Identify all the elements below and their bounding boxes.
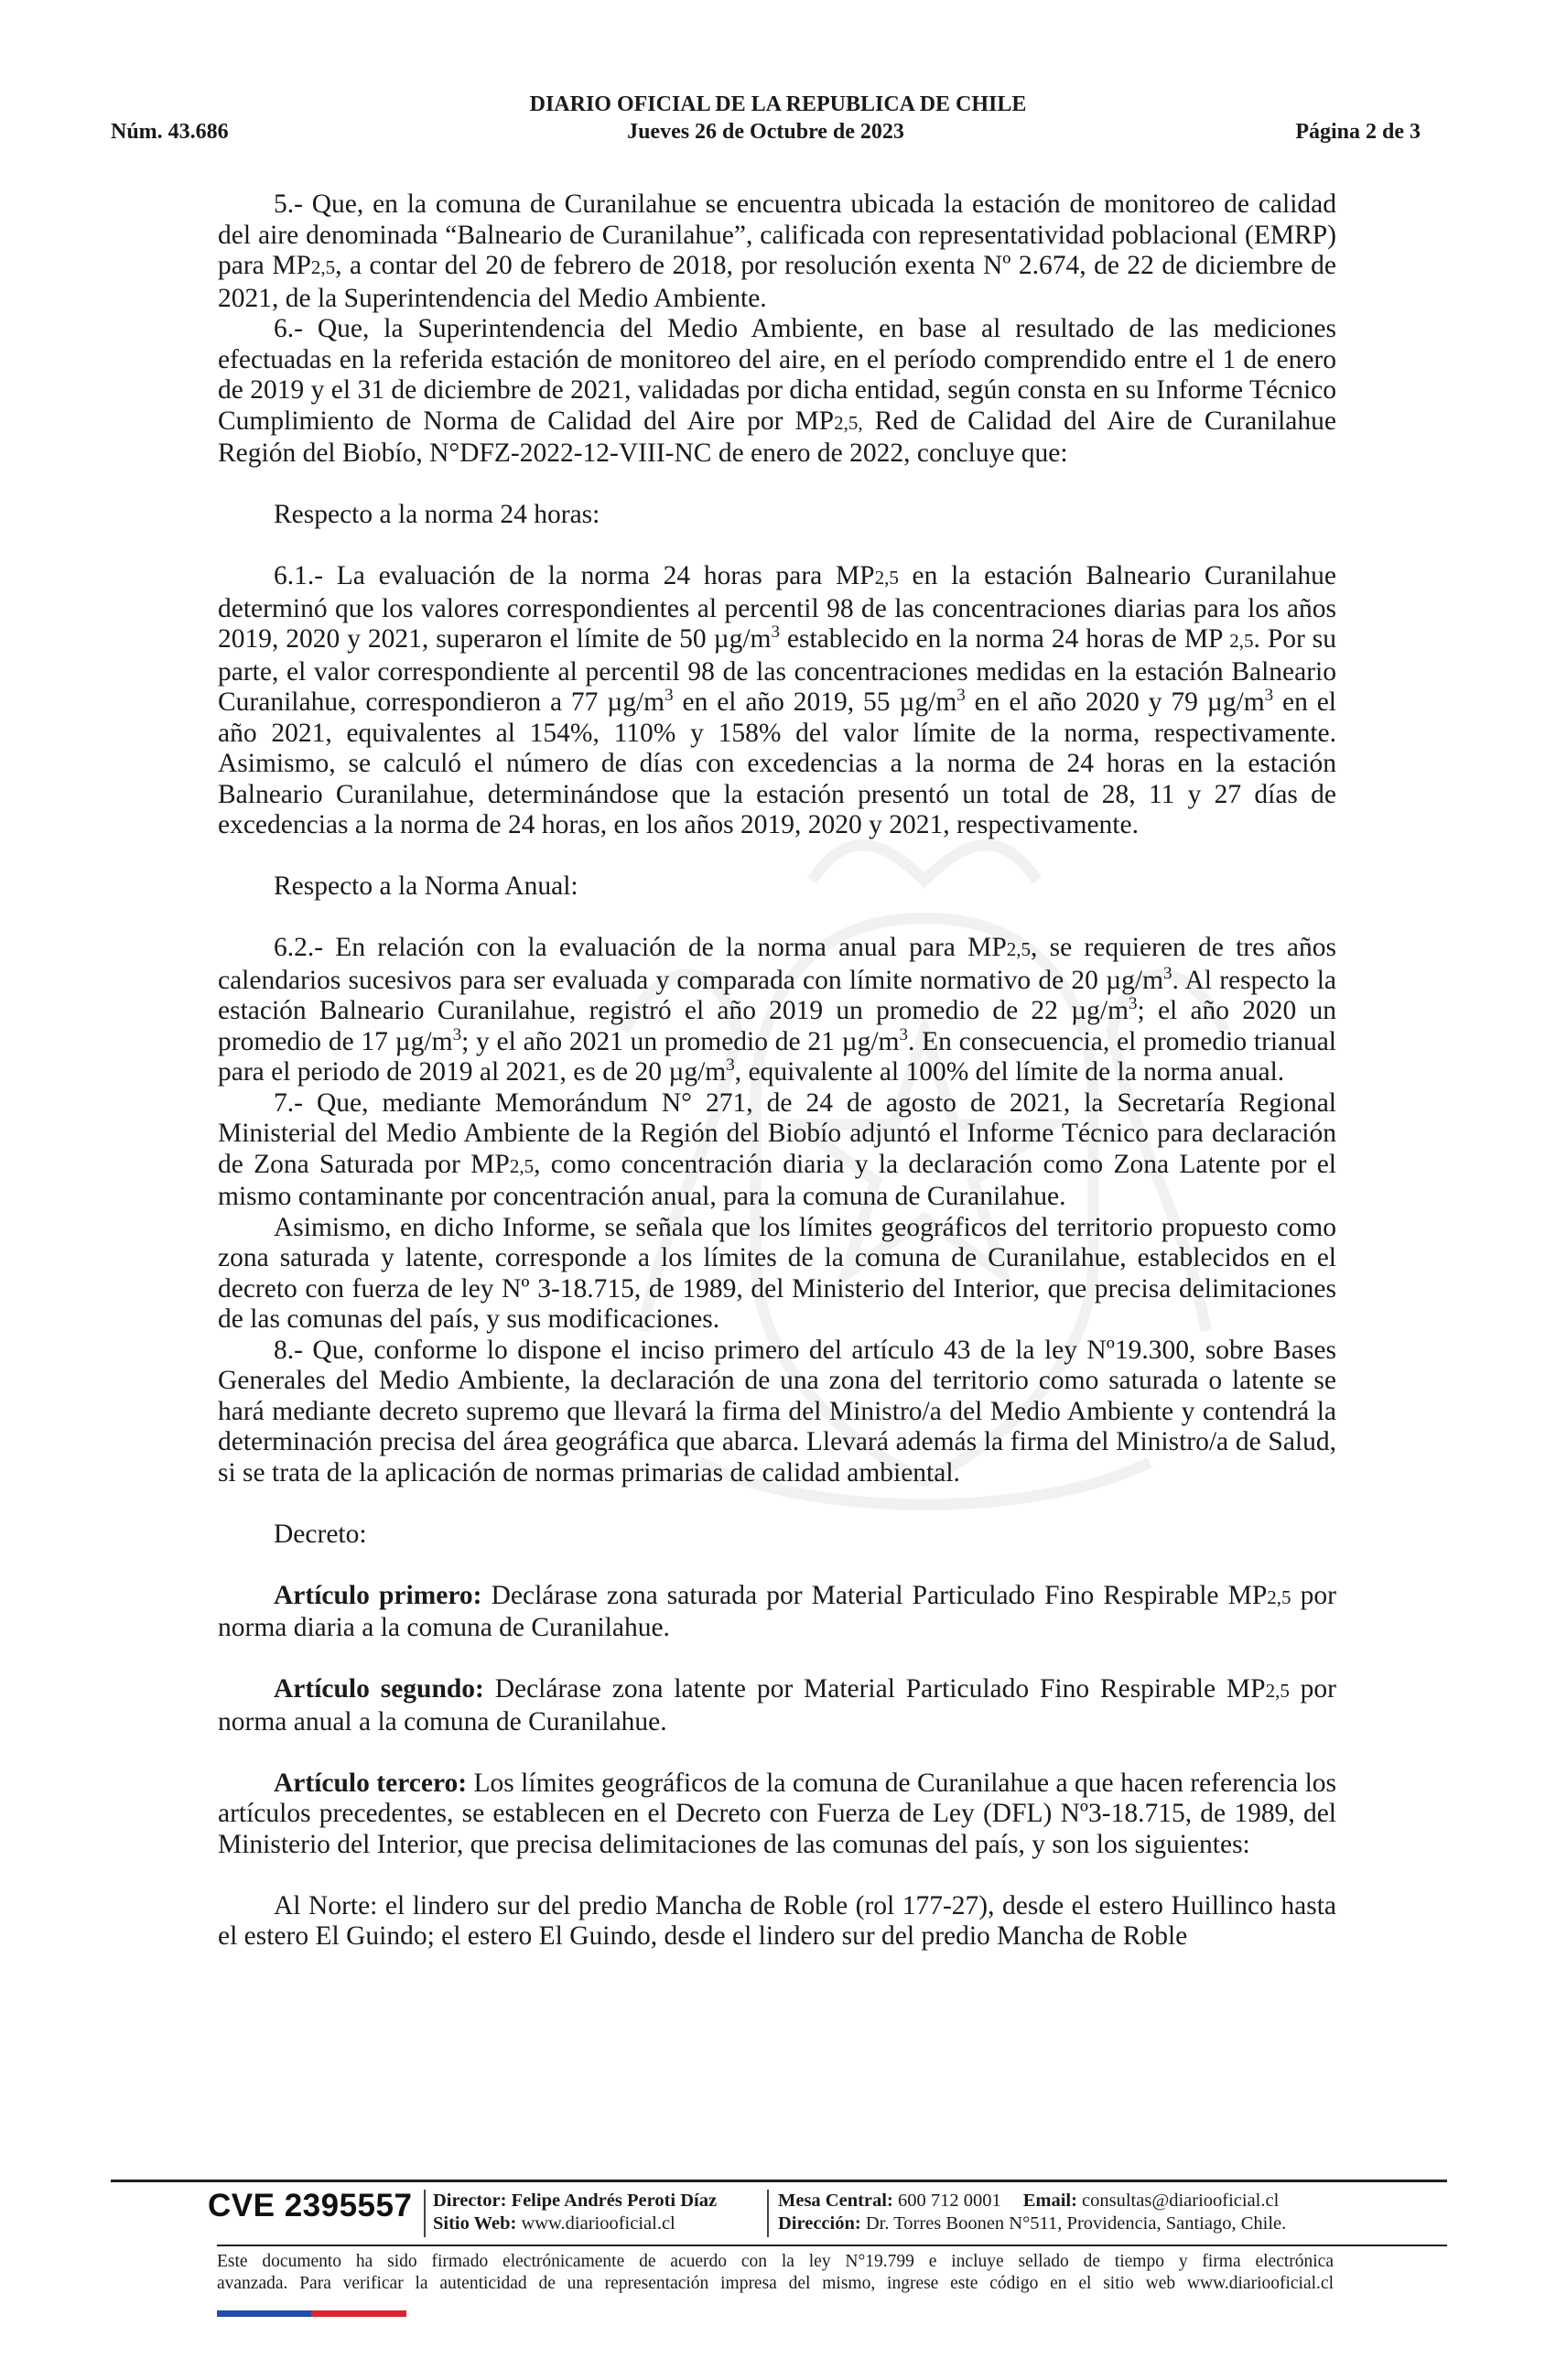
header-row xyxy=(111,120,1421,147)
email-link[interactable]: consultas@diariooficial.cl xyxy=(1082,2191,1280,2211)
articulo-tercero: Artículo tercero: Los límites geográficos de la comuna de Curanilahue a que hacen referencia los artículos precedentes, se establecen en el Decreto con Fuerza de Ley (DFL) Nº3-18.715, de 1989, del Ministerio del Interior, que precisa delimitaciones de las comunas del país, y son los siguientes: xyxy=(218,1768,1336,1859)
page-indicator: Página 2 de 3 xyxy=(1295,120,1421,144)
footer-bottom-rule xyxy=(217,2245,1447,2246)
document-body xyxy=(218,189,1336,1953)
limite-norte: Al Norte: el lindero sur del predio Mancha de Roble (rol 177-27), desde el estero Huillinco hasta el estero El Guindo; el estero El Guindo, desde el lindero sur del predio Mancha de Roble xyxy=(218,1890,1336,1951)
cve-code: CVE 2395557 xyxy=(208,2188,413,2223)
director-name: Felipe Andrés Peroti Díaz xyxy=(511,2191,718,2211)
paragraph-7: 7.- Que, mediante Memorándum N° 271, de 24 de agosto de 2021, la Secretaría Regional Ministerial del Medio Ambiente de la Región del Biobío adjuntó el Informe Técnico para declaración de Zona Saturada por MP2,5, como concentración diaria y la declaración como Zona Latente por el mismo contaminante por concentración anual, para la comuna de Curanilahue. xyxy=(218,1087,1336,1211)
paragraph-5: 5.- Que, en la comuna de Curanilahue se encuentra ubicada la estación de monitoreo de calidad del aire denominada “Balneario de Curanilahue”, calificada con representatividad poblacional (EMRP) para MP2,5, a contar del 20 de febrero de 2018, por resolución exenta Nº 2.674, de 22 de diciembre de 2021, de la Superintendencia del Medio Ambiente. xyxy=(218,189,1336,313)
paragraph-7-asimismo: Asimismo, en dicho Informe, se señala que los límites geográficos del territorio propuesto como zona saturada y latente, corresponde a los límites de la comuna de Curanilahue, establecidos en el decreto con fuerza de ley Nº 3-18.715, de 1989, del Ministerio del Interior, que precisa delimitaciones de las comunas del país, y sus modificaciones. xyxy=(218,1212,1336,1334)
issue-date: Jueves 26 de Octubre de 2023 xyxy=(627,120,904,144)
footer-legal-notice: Este documento ha sido firmado electrónicamente de acuerdo con la ley N°19.799 e incluye sellado de tiempo y firma electrónica avanzada. Para verificar la autenticidad de una representación impresa del mismo, ingrese este código en el sitio web www.diariooficial.cl xyxy=(217,2252,1334,2293)
footer-director-block: Director: Felipe Andrés Peroti Díaz Sitio Web: www.diariooficial.cl xyxy=(424,2190,717,2237)
website-link[interactable]: www.diariooficial.cl xyxy=(521,2213,675,2234)
phone-number: 600 712 0001 xyxy=(897,2191,1001,2211)
chile-flag-stripe xyxy=(217,2310,406,2317)
gazette-title: DIARIO OFICIAL DE LA REPUBLICA DE CHILE xyxy=(529,92,1027,116)
articulo-segundo: Artículo segundo: Declárase zona latente por Material Particulado Fino Respirable MP2,5 por norma anual a la comuna de Curanilahue. xyxy=(218,1674,1337,1736)
paragraph-8: 8.- Que, conforme lo dispone el inciso primero del artículo 43 de la ley Nº19.300, sobre Bases Generales del Medio Ambiente, la declaración de una zona del territorio como saturada o latente se hará mediante decreto supremo que llevará la firma del Ministro/a del Medio Ambiente y contendrá la determinación precisa del área geográfica que abarca. Llevará además la firma del Ministro/a de Salud, si se trata de la aplicación de normas primarias de calidad ambiental. xyxy=(218,1335,1336,1488)
footer-top-rule xyxy=(111,2180,1447,2182)
footer-contact-block: Mesa Central: 600 712 0001 Email: consultas@diariooficial.cl Dirección: Dr. Torres Boonen N°511, Providencia, Santiago, Chile. xyxy=(767,2190,1286,2237)
paragraph-6-2: 6.2.- En relación con la evaluación de la norma anual para MP2,5, se requieren de tres años calendarios sucesivos para ser evaluada y comparada con límite normativo de 20 $\mu g/m^3$. Al respecto la estación Balneario Curanilahue, registró el año 2019 un promedio de 22 $\mu g/m^3$; el año 2020 un promedio de 17 $\mu g/m^3$; y el año 2021 un promedio de 21 $\mu g/m^3$. En consecuencia, el promedio trianual para el periodo de 2019 al 2021, es de 20 $\mu g/m^3$, equivalente al 100% del límite de la norma anual. xyxy=(218,933,1336,1087)
address: Dr. Torres Boonen N°511, Providencia, Santiago, Chile. xyxy=(865,2213,1287,2234)
heading-norma-anual: Respecto a la Norma Anual: xyxy=(274,871,578,901)
paragraph-6: 6.- Que, la Superintendencia del Medio Ambiente, en base al resultado de las mediciones efectuadas en la referida estación de monitoreo del aire, en el período comprendido entre el 1 de enero de 2019 y el 31 de diciembre de 2021, validadas por dicha entidad, según consta en su Informe Técnico Cumplimiento de Norma de Calidad del Aire por MP2,5, Red de Calidad del Aire de Curanilahue Región del Biobío, N°DFZ-2022-12-VIII-NC de enero de 2022, concluye que: xyxy=(218,314,1336,468)
articulo-primero: Artículo primero: Declárase zona saturada por Material Particulado Fino Respirable MP2,5 por norma diaria a la comuna de Curanilahue. xyxy=(218,1580,1336,1642)
issue-number: Núm. 43.686 xyxy=(111,120,229,144)
decreto-heading: Decreto: xyxy=(274,1519,367,1549)
heading-norma-24h: Respecto a la norma 24 horas: xyxy=(274,500,600,529)
paragraph-6-1: 6.1.- La evaluación de la norma 24 horas para MP2,5 en la estación Balneario Curanilahue determinó que los valores correspondientes al percentil 98 de las concentraciones diarias para los años 2019, 2020 y 2021, superaron el límite de 50 $\mu g/m^3$ establecido en la norma 24 horas de MP 2,5. Por su parte, el valor correspondiente al percentil 98 de las concentraciones medidas en la estación Balneario Curanilahue, correspondieron a 77 $\mu g/m^3$ en el año 2019, 55 $\mu g/m^3$ en el año 2020 y 79 $\mu g/m^3$ en el año 2021, equivalentes al 154%, 110% y 158% del valor límite de la norma, respectivamente. Asimismo, se calculó el número de días con excedencias a la norma de 24 horas en la estación Balneario Curanilahue, determinándose que la estación presentó un total de 28, 11 y 27 días de excedencias a la norma de 24 horas, en los años 2019, 2020 y 2021, respectivamente. xyxy=(218,561,1336,839)
